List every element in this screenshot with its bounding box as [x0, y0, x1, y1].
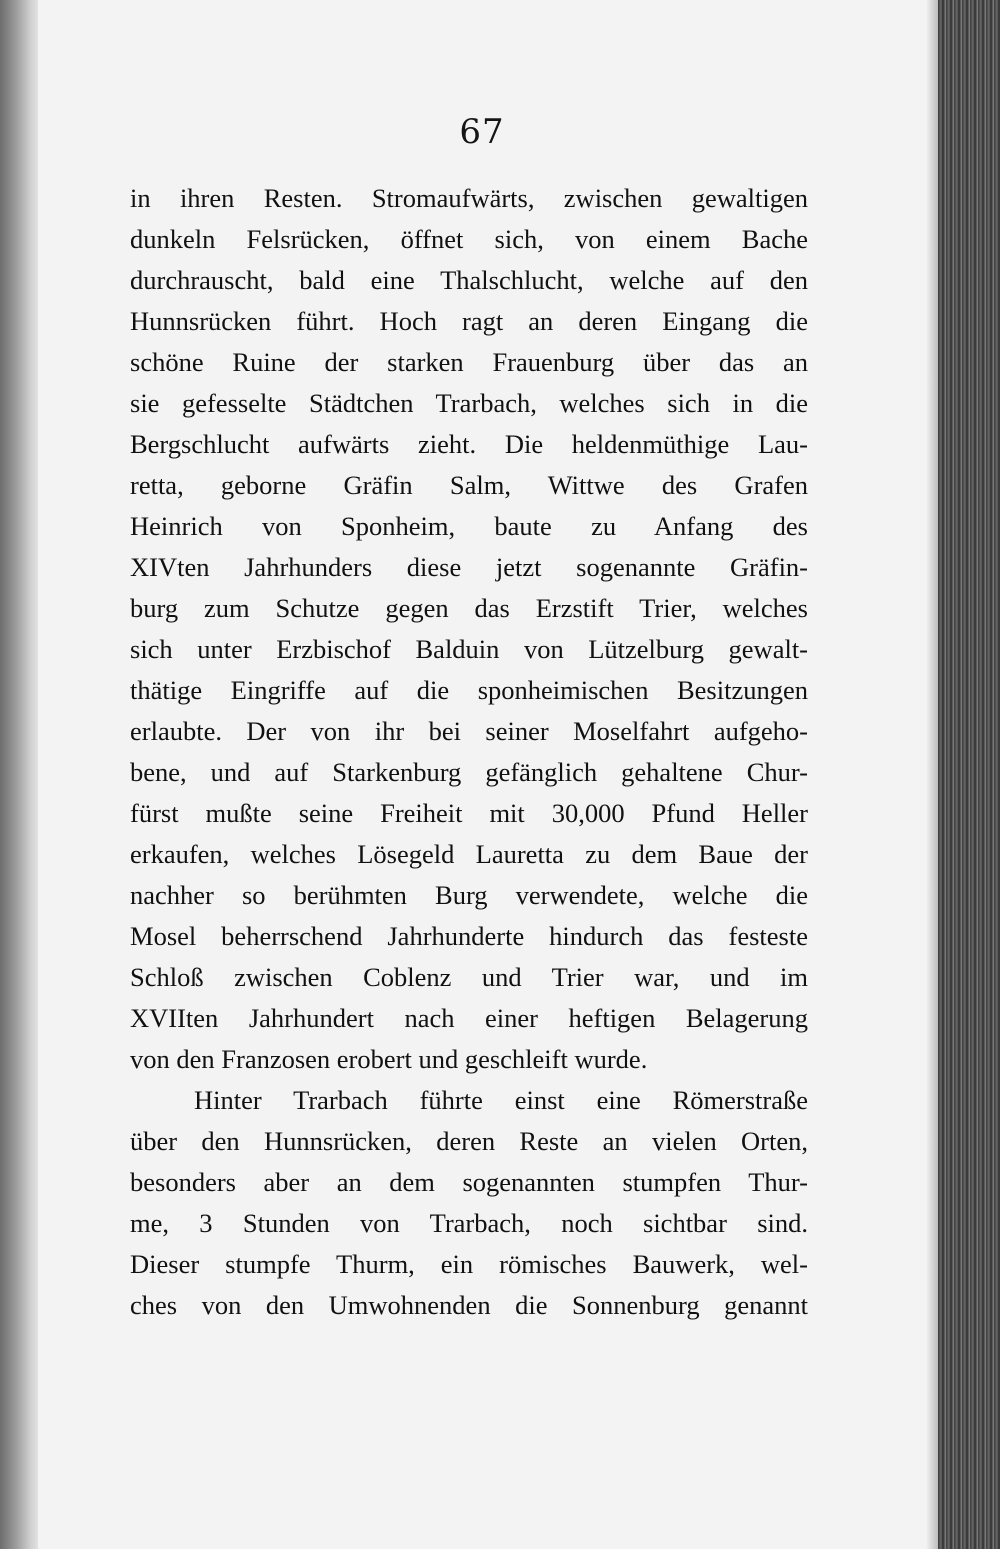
- text-line: über den Hunnsrücken, deren Reste an vielen Orten,: [130, 1126, 808, 1156]
- text-line: Dieser stumpfe Thurm, ein römisches Bauwerk, wel-: [130, 1249, 808, 1279]
- body-text: [130, 178, 808, 1326]
- text-line: sie gefesselte Städtchen Trarbach, welches sich in die: [130, 388, 808, 418]
- text-line: in ihren Resten. Stromaufwärts, zwischen gewaltigen: [130, 183, 808, 213]
- text-line: thätige Eingriffe auf die sponheimischen Besitzungen: [130, 675, 808, 705]
- book-cover-edge: [938, 0, 1000, 1549]
- text-line: Mosel beherrschend Jahrhunderte hindurch das festeste: [130, 921, 808, 951]
- text-line: dunkeln Felsrücken, öffnet sich, von einem Bache: [130, 224, 808, 254]
- text-line: burg zum Schutze gegen das Erzstift Trier, welches: [130, 593, 808, 623]
- text-line: nachher so berühmten Burg verwendete, welche die: [130, 880, 808, 910]
- page-stack-edge: [926, 0, 938, 1549]
- text-line: bene, und auf Starkenburg gefänglich gehaltene Chur-: [130, 757, 808, 787]
- book-page: [38, 0, 926, 1549]
- page-number: 67: [459, 112, 505, 152]
- text-line: schöne Ruine der starken Frauenburg über das an: [130, 347, 808, 377]
- text-line: XVIIten Jahrhundert nach einer heftigen Belagerung: [130, 1003, 808, 1033]
- text-line: Hunnsrücken führt. Hoch ragt an deren Eingang die: [130, 306, 808, 336]
- text-line: XIVten Jahrhunders diese jetzt sogenannte Gräfin-: [130, 552, 808, 582]
- text-line: fürst mußte seine Freiheit mit 30,000 Pfund Heller: [130, 798, 808, 828]
- text-line: von den Franzosen erobert und geschleift wurde.: [130, 1044, 648, 1074]
- text-line: besonders aber an dem sogenannten stumpfen Thur-: [130, 1167, 808, 1197]
- text-line: sich unter Erzbischof Balduin von Lützelburg gewalt-: [130, 634, 808, 664]
- text-line: ches von den Umwohnenden die Sonnenburg genannt: [130, 1290, 808, 1320]
- text-line: Heinrich von Sponheim, baute zu Anfang des: [130, 511, 808, 541]
- text-line: erlaubte. Der von ihr bei seiner Moselfahrt aufgeho-: [130, 716, 808, 746]
- book-gutter-shadow: [0, 0, 38, 1549]
- text-line: Bergschlucht aufwärts zieht. Die heldenmüthige Lau-: [130, 429, 808, 459]
- text-line: Hinter Trarbach führte einst eine Römerstraße: [194, 1085, 808, 1115]
- text-line: durchrauscht, bald eine Thalschlucht, welche auf den: [130, 265, 808, 295]
- text-line: me, 3 Stunden von Trarbach, noch sichtbar sind.: [130, 1208, 808, 1238]
- text-line: retta, geborne Gräfin Salm, Wittwe des Grafen: [130, 470, 808, 500]
- text-line: erkaufen, welches Lösegeld Lauretta zu dem Baue der: [130, 839, 808, 869]
- text-line: Schloß zwischen Coblenz und Trier war, und im: [130, 962, 808, 992]
